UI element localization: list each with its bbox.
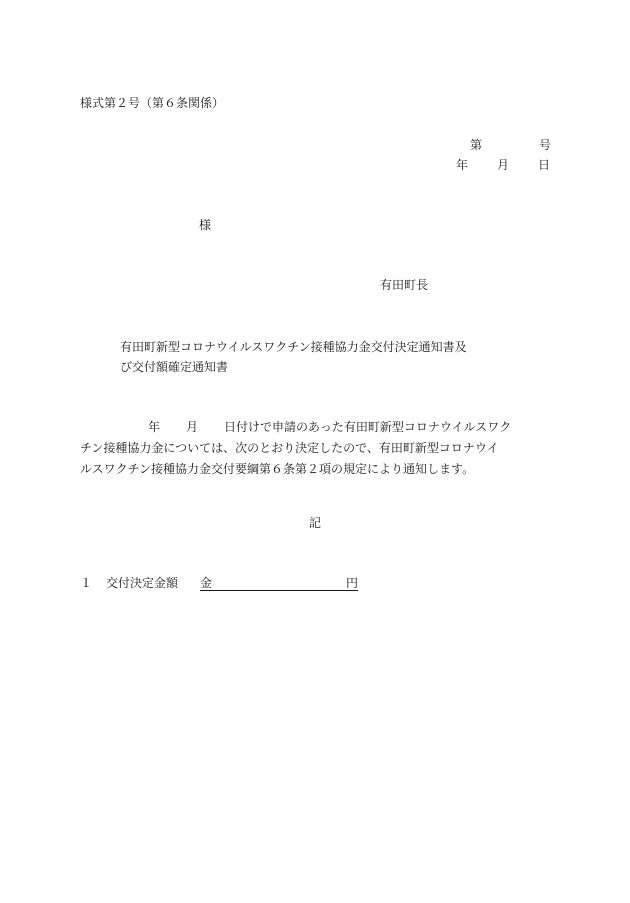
title-line-1: 有田町新型コロナウイルスワクチン接種協力金交付決定通知書及 (120, 340, 467, 354)
document-number-suffix: 号 (539, 138, 552, 152)
body-year: 年 (148, 420, 161, 434)
body-line-2: チン接種協力金については、次のとおり決定したので、有田町新型コロナウイ (80, 441, 499, 455)
document-number-prefix: 第 (470, 138, 483, 152)
body-line-1-text: 日付けで申請のあった有田町新型コロナウイルスワク (224, 420, 512, 434)
ki-heading: 記 (309, 516, 322, 530)
sender: 有田町長 (380, 278, 429, 292)
body-paragraph (80, 417, 550, 480)
body-line-3: ルスワクチン接種協力金交付要綱第６条第２項の規定により通知します。 (80, 462, 475, 476)
amount-prefix: 金 (200, 576, 213, 590)
date-year: 年 (456, 158, 469, 172)
date-day: 日 (538, 158, 551, 172)
amount-field (200, 577, 358, 591)
document-title (120, 337, 540, 377)
body-month: 月 (186, 420, 199, 434)
date-month: 月 (497, 158, 510, 172)
item-number: １ (80, 576, 93, 590)
body-line-1 (80, 417, 550, 438)
item-label: 交付決定金額 (106, 576, 179, 590)
form-number: 様式第２号（第６条関係） (80, 96, 225, 110)
title-line-2: び交付額確定通知書 (120, 360, 229, 374)
amount-row (80, 577, 358, 591)
amount-suffix: 円 (345, 576, 358, 590)
addressee: 様 (199, 218, 212, 232)
